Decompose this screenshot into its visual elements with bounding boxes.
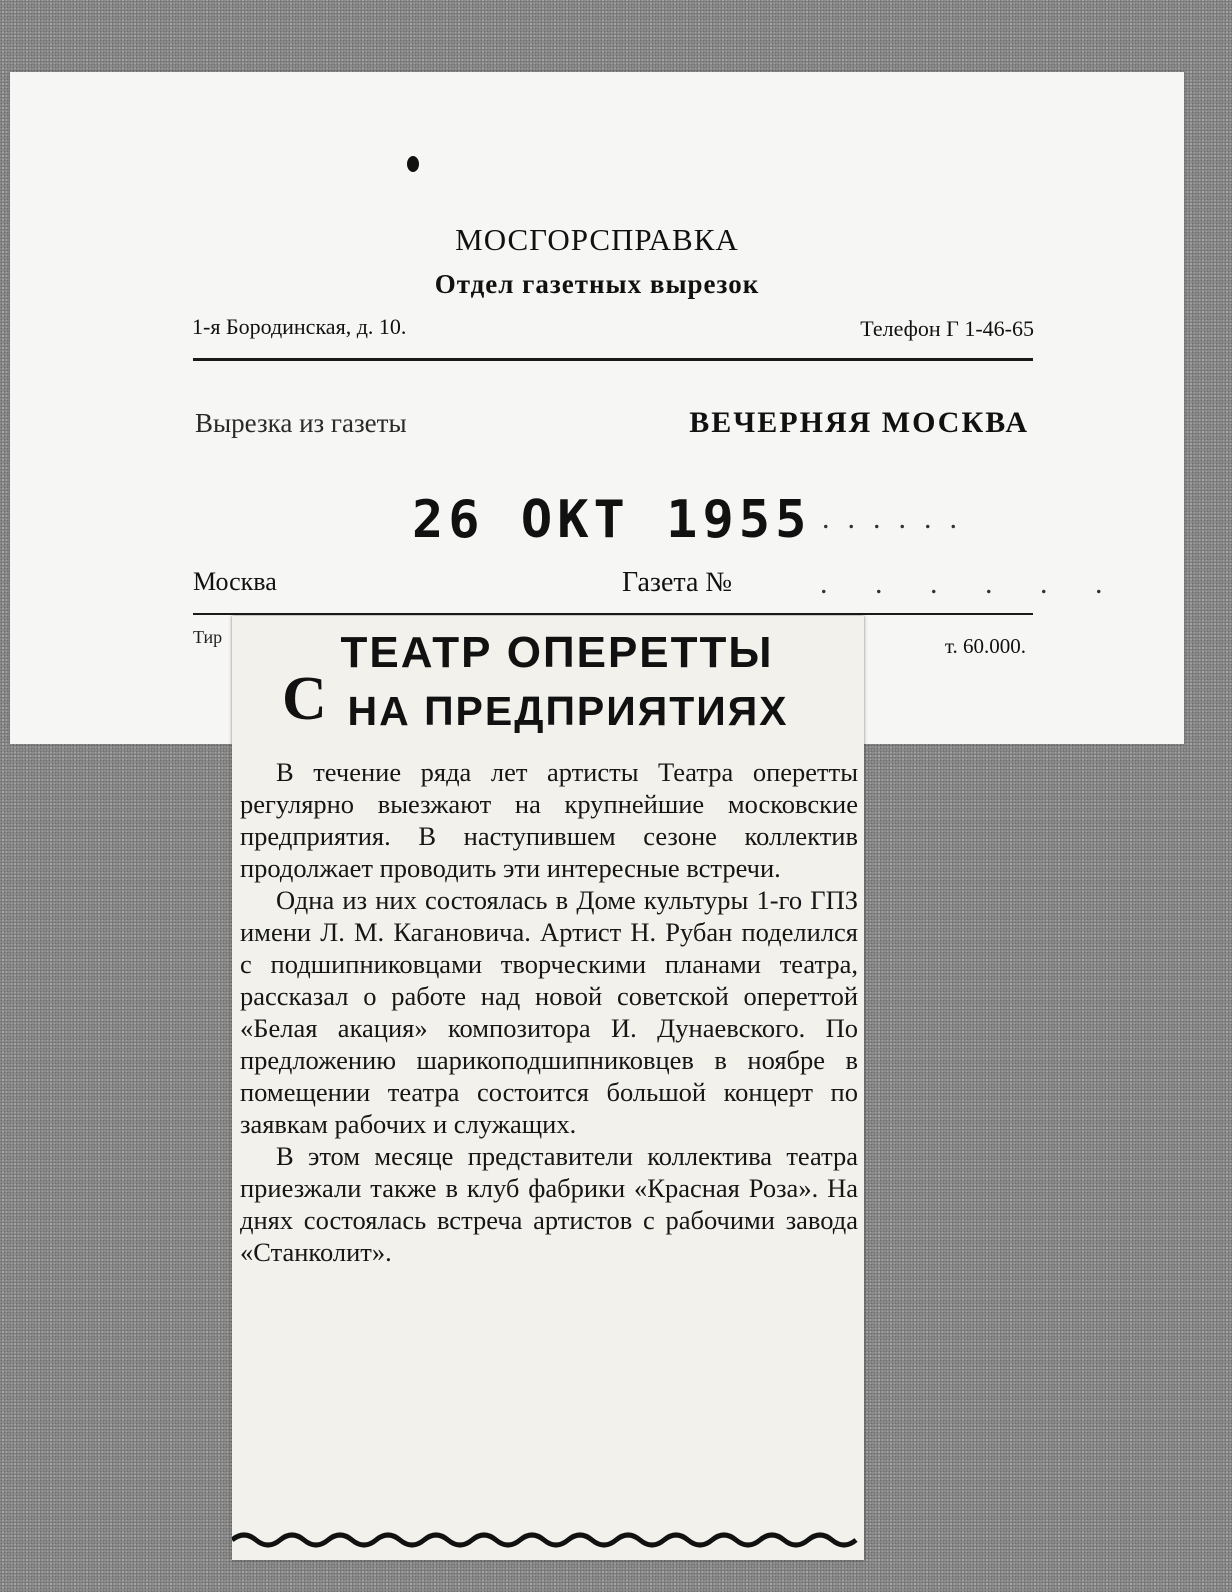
punch-hole: [407, 156, 419, 172]
headline-line-1: ТЕАТР ОПЕРЕТТЫ: [340, 628, 774, 677]
newspaper-name: ВЕЧЕРНЯЯ МОСКВА: [689, 406, 1029, 439]
headline-line-2: НА ПРЕДПРИЯТИЯХ: [347, 688, 789, 734]
newspaper-clipping: [232, 616, 864, 1560]
issue-number-label: Газета №: [622, 567, 733, 598]
address: 1-я Бородинская, д. 10.: [192, 314, 407, 339]
department-name: Отдел газетных вырезок: [434, 269, 760, 299]
city: Москва: [193, 567, 277, 596]
date-stamp: 26 OKT 1955: [412, 490, 812, 550]
torn-edge: [232, 1526, 864, 1554]
circulation-label: Тир: [193, 627, 223, 647]
divider: [193, 613, 1033, 615]
clipping-from-label: Вырезка из газеты: [195, 408, 407, 438]
drop-mark: С: [282, 665, 327, 733]
phone: Телефон Г 1-46-65: [860, 316, 1034, 341]
paragraph: В этом месяце представители коллектива театра приезжали также в клуб фабрики «Красная Роза». На днях состоялась встреча артистов с рабочими завода «Станколит».: [240, 1141, 858, 1267]
date-dots: ......: [822, 502, 975, 535]
organization-name: МОСГОРСПРАВКА: [455, 222, 739, 257]
paragraph: Одна из них состоялась в Доме культуры 1-го ГПЗ имени Л. М. Кагановича. Артист Н. Рубан поделился с подшипниковцами творческими планами театра, рассказал о работе над новой советской опереттой «Белая акация» композитора И. Дунаевского. По предложению шарикоподшипниковцев в ноябре в помещении театра состоится большой концерт по заявкам рабочих и служащих.: [240, 885, 858, 1139]
issue-number-dots: . . . . . .: [820, 567, 1123, 600]
paragraph: В течение ряда лет артисты Театра оперетты регулярно выезжают на крупнейшие московские предприятия. В наступившем сезоне коллектив продолжает проводить эти интересные встречи.: [240, 757, 858, 883]
article-body: [240, 756, 858, 1268]
divider: [193, 358, 1033, 361]
circulation-value: т. 60.000.: [944, 634, 1026, 658]
